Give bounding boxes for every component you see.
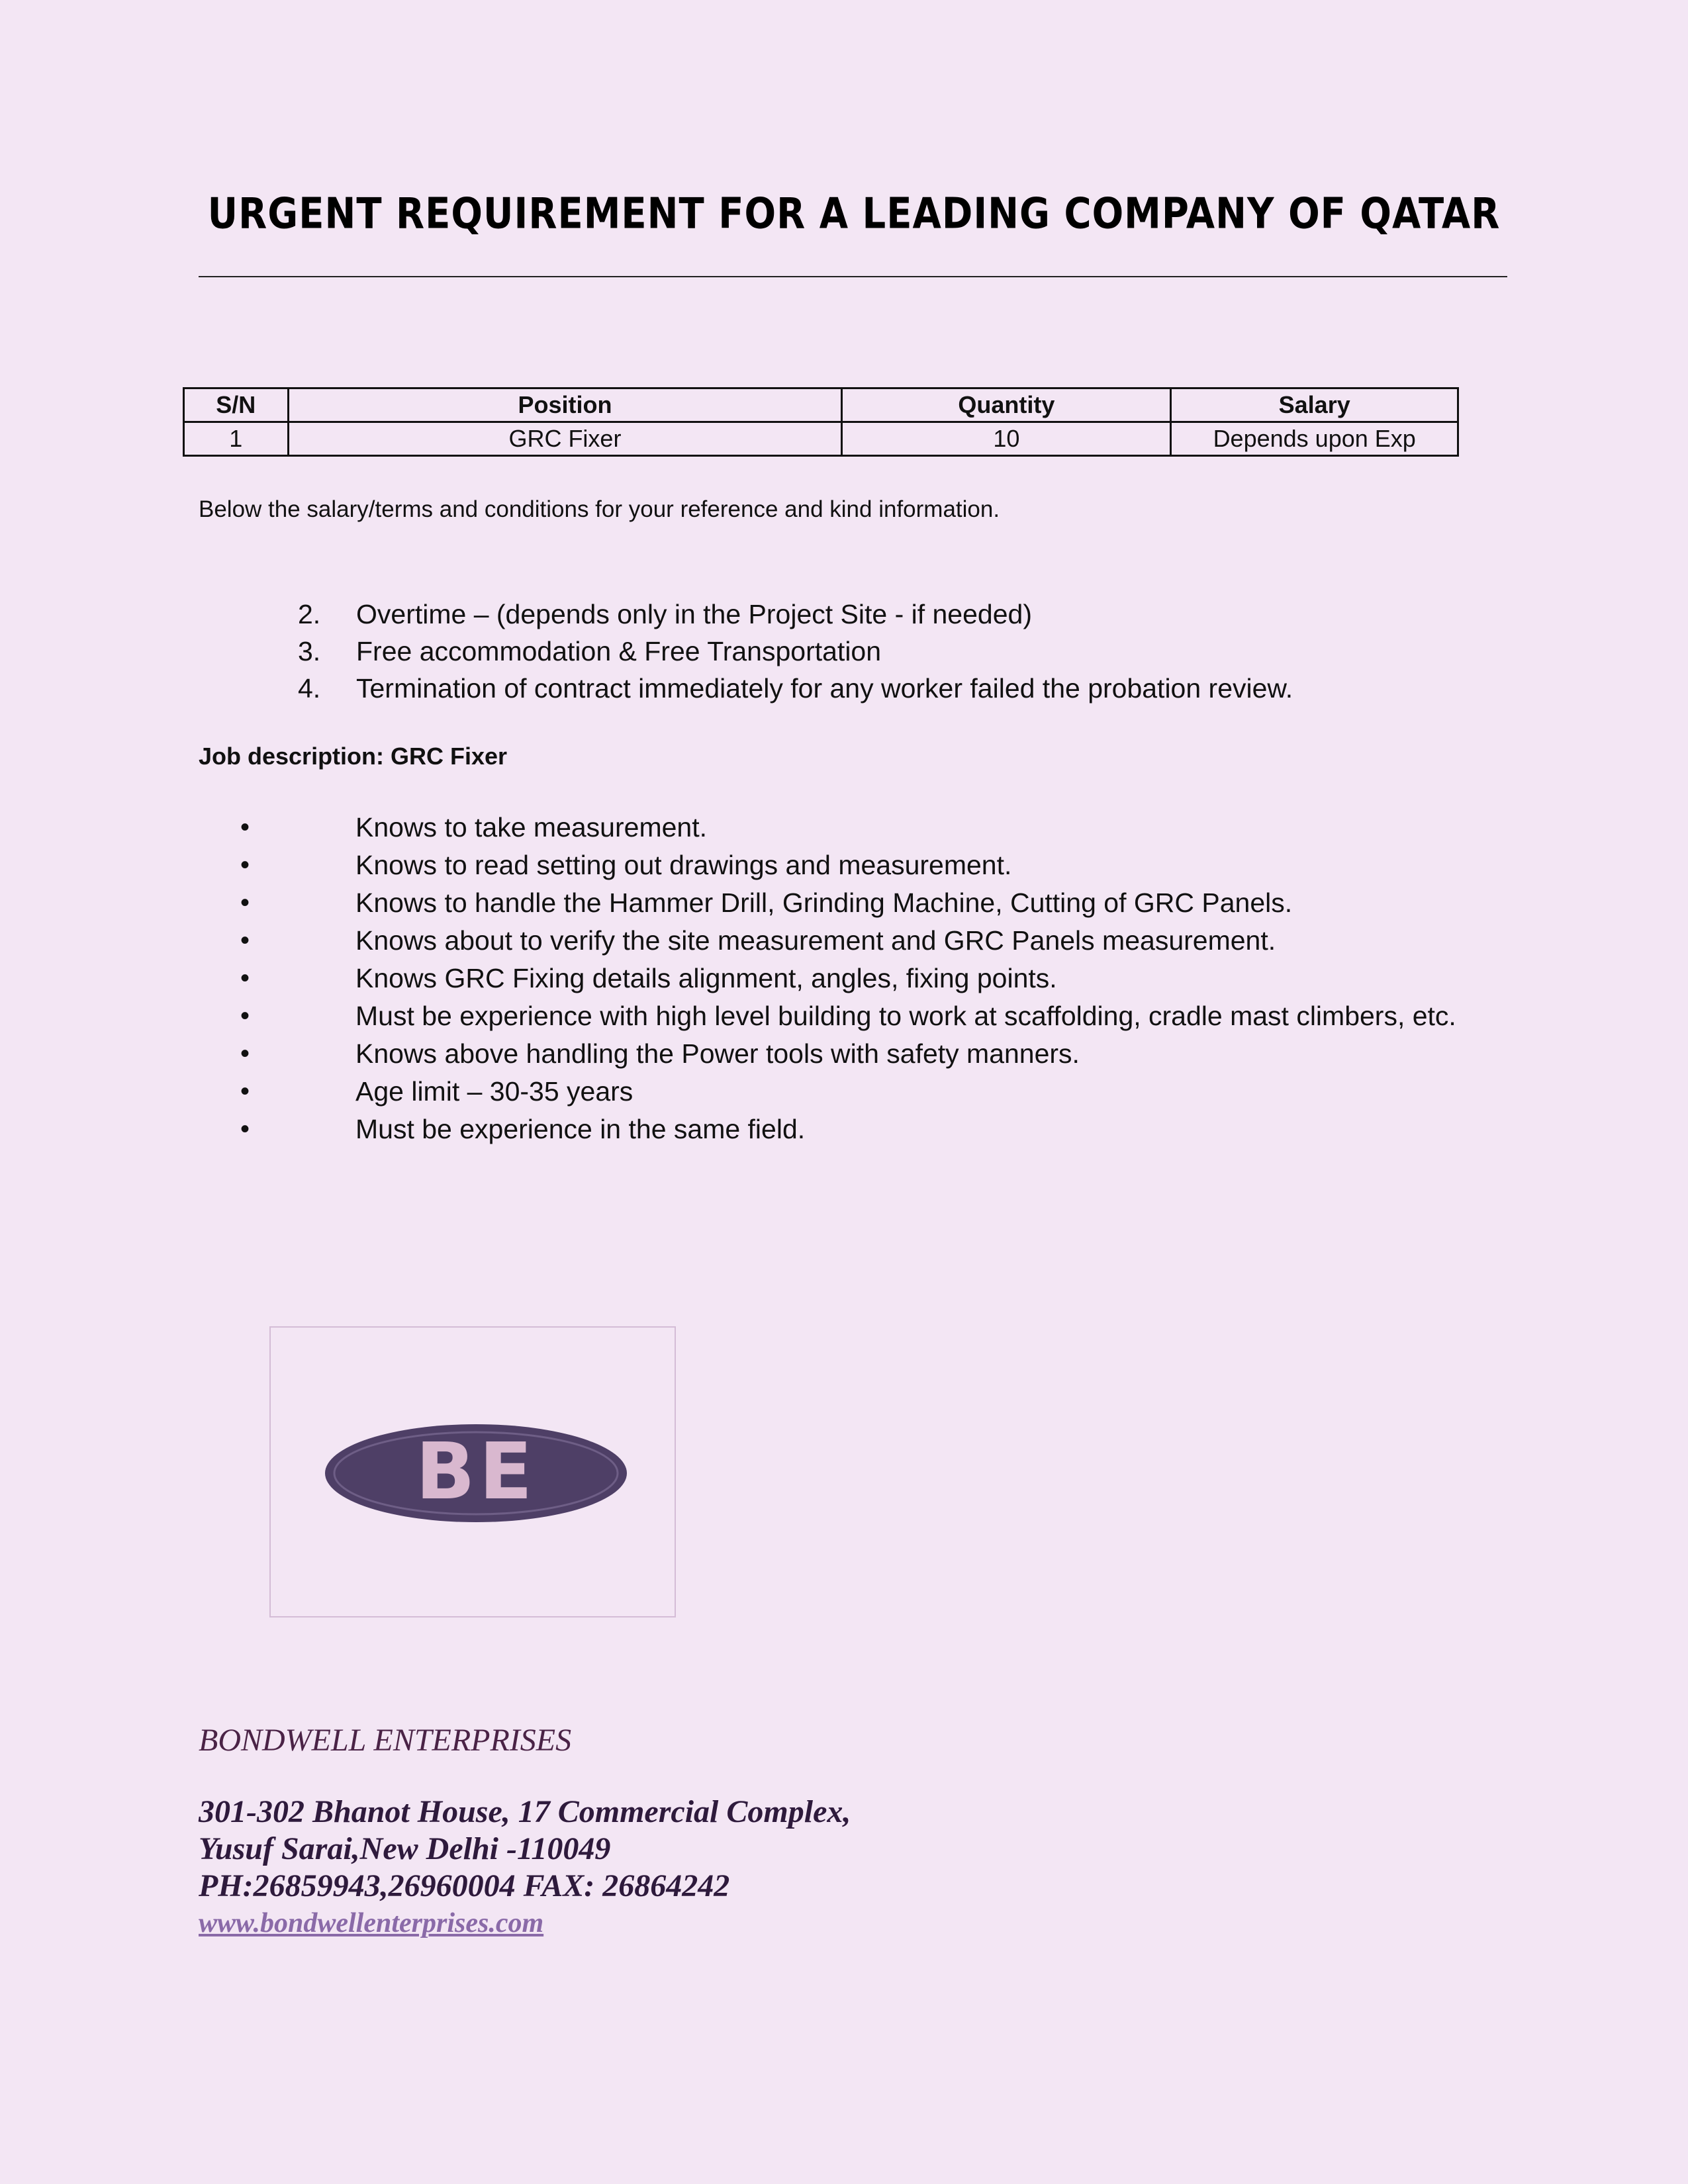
item-number: 2.	[298, 599, 321, 629]
bullet-icon: •	[240, 1115, 250, 1144]
cell-quantity: 10	[842, 422, 1171, 456]
item-text: Must be experience with high level building to work at scaffolding, cradle mast climbers, etc.	[355, 1001, 1456, 1031]
item-text: Knows to read setting out drawings and measurement.	[355, 850, 1012, 880]
duties-list	[240, 809, 1463, 1148]
list-item	[240, 809, 1463, 846]
positions-table	[183, 387, 1459, 457]
item-number: 4.	[298, 673, 321, 704]
item-text: Overtime – (depends only in the Project Site - if needed)	[356, 599, 1032, 629]
be-oval-logo-icon	[324, 1420, 628, 1526]
column-header-quantity: Quantity	[842, 388, 1171, 422]
address-line-2: Yusuf Sarai,New Delhi -110049	[199, 1831, 611, 1866]
list-item	[240, 846, 1463, 884]
list-item	[240, 1073, 1463, 1111]
terms-list	[298, 596, 1293, 707]
company-address	[199, 1794, 851, 1942]
bullet-icon: •	[240, 1077, 250, 1106]
item-text: Must be experience in the same field.	[355, 1114, 806, 1144]
bullet-icon: •	[240, 926, 250, 955]
list-item	[240, 1111, 1463, 1148]
bullet-icon: •	[240, 1001, 250, 1030]
terms-intro: Below the salary/terms and conditions for your reference and kind information.	[199, 496, 1000, 522]
item-text: Knows to handle the Hammer Drill, Grinding Machine, Cutting of GRC Panels.	[355, 887, 1293, 918]
list-item	[240, 922, 1463, 960]
cell-sn: 1	[184, 422, 289, 456]
title-divider	[199, 276, 1507, 277]
list-item	[298, 596, 1293, 633]
list-item	[240, 884, 1463, 922]
item-text: Knows to take measurement.	[355, 812, 707, 842]
logo-letters: BE	[415, 1426, 537, 1517]
list-item	[298, 633, 1293, 670]
item-text: Knows GRC Fixing details alignment, angles, fixing points.	[355, 963, 1057, 993]
column-header-salary: Salary	[1171, 388, 1458, 422]
company-logo-frame	[269, 1326, 676, 1617]
bullet-icon: •	[240, 813, 250, 842]
list-item	[240, 1035, 1463, 1073]
company-name: BONDWELL ENTERPRISES	[199, 1723, 572, 1758]
column-header-position: Position	[288, 388, 842, 422]
item-text: Knows about to verify the site measurement and GRC Panels measurement.	[355, 925, 1276, 956]
bullet-icon: •	[240, 964, 250, 993]
item-text: Free accommodation & Free Transportation	[356, 636, 882, 666]
table-header-row	[184, 388, 1458, 422]
list-item	[240, 997, 1463, 1035]
page-title: URGENT REQUIREMENT FOR A LEADING COMPANY OF QATAR	[207, 189, 1501, 239]
list-item	[240, 960, 1463, 997]
item-number: 3.	[298, 636, 321, 666]
table-row	[184, 422, 1458, 456]
bullet-icon: •	[240, 888, 250, 917]
address-line-1: 301-302 Bhanot House, 17 Commercial Complex,	[199, 1794, 851, 1829]
item-text: Knows above handling the Power tools with safety manners.	[355, 1038, 1080, 1069]
column-header-sn: S/N	[184, 388, 289, 422]
item-text: Age limit – 30-35 years	[355, 1076, 633, 1107]
job-description-heading: Job description: GRC Fixer	[199, 743, 508, 770]
bullet-icon: •	[240, 850, 250, 880]
cell-salary: Depends upon Exp	[1171, 422, 1458, 456]
phone-fax: PH:26859943,26960004 FAX: 26864242	[199, 1868, 730, 1903]
bullet-icon: •	[240, 1039, 250, 1068]
cell-position: GRC Fixer	[288, 422, 842, 456]
website-link[interactable]: www.bondwellenterprises.com	[199, 1908, 544, 1938]
list-item	[298, 670, 1293, 707]
item-text: Termination of contract immediately for any worker failed the probation review.	[356, 673, 1293, 704]
